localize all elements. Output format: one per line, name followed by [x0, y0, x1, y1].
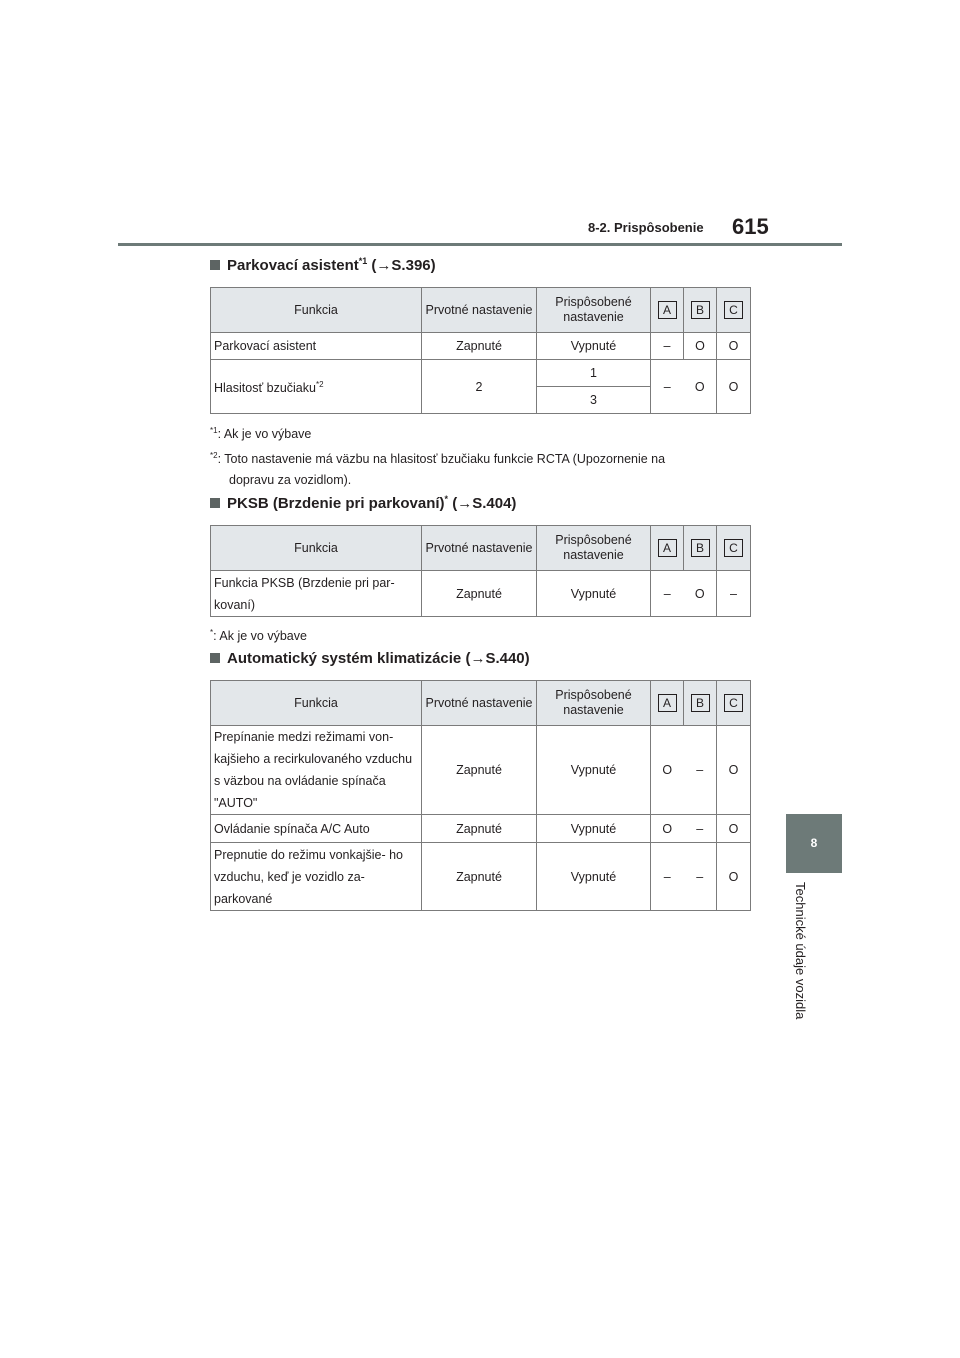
pksb-table	[210, 525, 751, 617]
cell-a: O	[651, 726, 684, 815]
cell-funkcia: Funkcia PKSB (Brzdenie pri par- kovaní)	[211, 571, 422, 617]
cell-prvotne: Zapnuté	[422, 726, 537, 815]
col-b-label: B	[691, 301, 710, 319]
cell-c: O	[717, 843, 751, 911]
table-row	[211, 843, 751, 911]
bullet-square-icon	[210, 653, 220, 663]
bullet-square-icon	[210, 260, 220, 270]
cell-a: O	[651, 815, 684, 843]
cell-a: –	[651, 843, 684, 911]
col-prisposobene: Prispôsobené nastavenie	[537, 681, 651, 726]
cell-c: O	[717, 360, 751, 414]
col-prisposobene: Prispôsobené nastavenie	[537, 288, 651, 333]
cell-funkcia: Parkovací asistent	[211, 333, 422, 360]
cell-a: –	[651, 333, 684, 360]
cell-c: O	[717, 815, 751, 843]
col-a	[651, 681, 684, 726]
col-c-label: C	[724, 694, 743, 712]
col-a-label: A	[658, 301, 677, 319]
section-heading-climate: Automatický systém klimatizácie (→S.440)	[210, 650, 530, 667]
col-c	[717, 288, 751, 333]
footnote-star: *: Ak je vo výbave	[210, 628, 307, 644]
chapter-label: Technické údaje vozidla	[793, 882, 808, 1020]
cell-prisposobene: Vypnuté	[537, 726, 651, 815]
col-b	[684, 288, 717, 333]
col-b	[684, 681, 717, 726]
cell-c: O	[717, 726, 751, 815]
cell-b: O	[684, 360, 717, 414]
cell-funkcia: Hlasitosť bzučiaku$^{*2}$	[211, 360, 422, 414]
bullet-square-icon	[210, 498, 220, 508]
col-prvotne: Prvotné nastavenie	[422, 681, 537, 726]
cell-prisposobene: 3	[537, 387, 651, 414]
table-row	[211, 360, 751, 387]
col-a-label: A	[658, 694, 677, 712]
cell-prisposobene: Vypnuté	[537, 815, 651, 843]
header-rule	[118, 243, 842, 246]
page-number: 615	[732, 214, 769, 239]
footnote-2: $^{*2}$: Toto nastavenie má väzbu na hlasitosť bzučiaku funkcie RCTA (Upozornenie na dopravu za vozidlom).	[210, 451, 666, 488]
cell-prisposobene: 1	[537, 360, 651, 387]
table-row	[211, 815, 751, 843]
col-funkcia: Funkcia	[211, 526, 422, 571]
cell-prvotne: Zapnuté	[422, 571, 537, 617]
section-heading-parking-assist: Parkovací asistent$^{*1}$ (→S.396)	[210, 256, 436, 274]
table-header-row	[211, 288, 751, 333]
col-prvotne: Prvotné nastavenie	[422, 526, 537, 571]
table-row	[211, 571, 751, 617]
col-funkcia: Funkcia	[211, 288, 422, 333]
cell-funkcia: Prepnutie do režimu vonkajšie- ho vzduchu, keď je vozidlo za- parkované	[211, 843, 422, 911]
col-b-label: B	[691, 694, 710, 712]
cell-funkcia: Prepínanie medzi režimami von- kajšieho a recirkulovaného vzduchu s väzbou na ovládanie spínača "AUTO"	[211, 726, 422, 815]
col-b-label: B	[691, 539, 710, 557]
cell-c: O	[717, 333, 751, 360]
section-title: 8-2. Prispôsobenie	[588, 220, 704, 235]
cell-prisposobene: Vypnuté	[537, 333, 651, 360]
cell-b: O	[684, 571, 717, 617]
col-a	[651, 288, 684, 333]
cell-prisposobene: Vypnuté	[537, 843, 651, 911]
cell-prvotne: 2	[422, 360, 537, 414]
col-c	[717, 526, 751, 571]
parking-assist-table	[210, 287, 751, 414]
cell-prvotne: Zapnuté	[422, 815, 537, 843]
col-c	[717, 681, 751, 726]
col-prisposobene: Prispôsobené nastavenie	[537, 526, 651, 571]
cell-b: –	[684, 843, 717, 911]
cell-b: O	[684, 333, 717, 360]
cell-b: –	[684, 726, 717, 815]
cell-prisposobene: Vypnuté	[537, 571, 651, 617]
table-header-row	[211, 526, 751, 571]
chapter-tab	[786, 814, 842, 873]
col-a	[651, 526, 684, 571]
table-header-row	[211, 681, 751, 726]
col-funkcia: Funkcia	[211, 681, 422, 726]
chapter-number: 8	[810, 836, 818, 850]
col-c-label: C	[724, 301, 743, 319]
cell-prvotne: Zapnuté	[422, 843, 537, 911]
cell-a: –	[651, 571, 684, 617]
col-c-label: C	[724, 539, 743, 557]
table-row	[211, 726, 751, 815]
col-prvotne: Prvotné nastavenie	[422, 288, 537, 333]
section-heading-pksb: PKSB (Brzdenie pri parkovaní)* (→S.404)	[210, 494, 516, 512]
cell-b: –	[684, 815, 717, 843]
table-row	[211, 333, 751, 360]
col-a-label: A	[658, 539, 677, 557]
cell-c: –	[717, 571, 751, 617]
climate-table	[210, 680, 751, 911]
cell-funkcia: Ovládanie spínača A/C Auto	[211, 815, 422, 843]
cell-a: –	[651, 360, 684, 414]
footnote-1: $^{*1}$: Ak je vo výbave	[210, 426, 312, 442]
cell-prvotne: Zapnuté	[422, 333, 537, 360]
col-b	[684, 526, 717, 571]
